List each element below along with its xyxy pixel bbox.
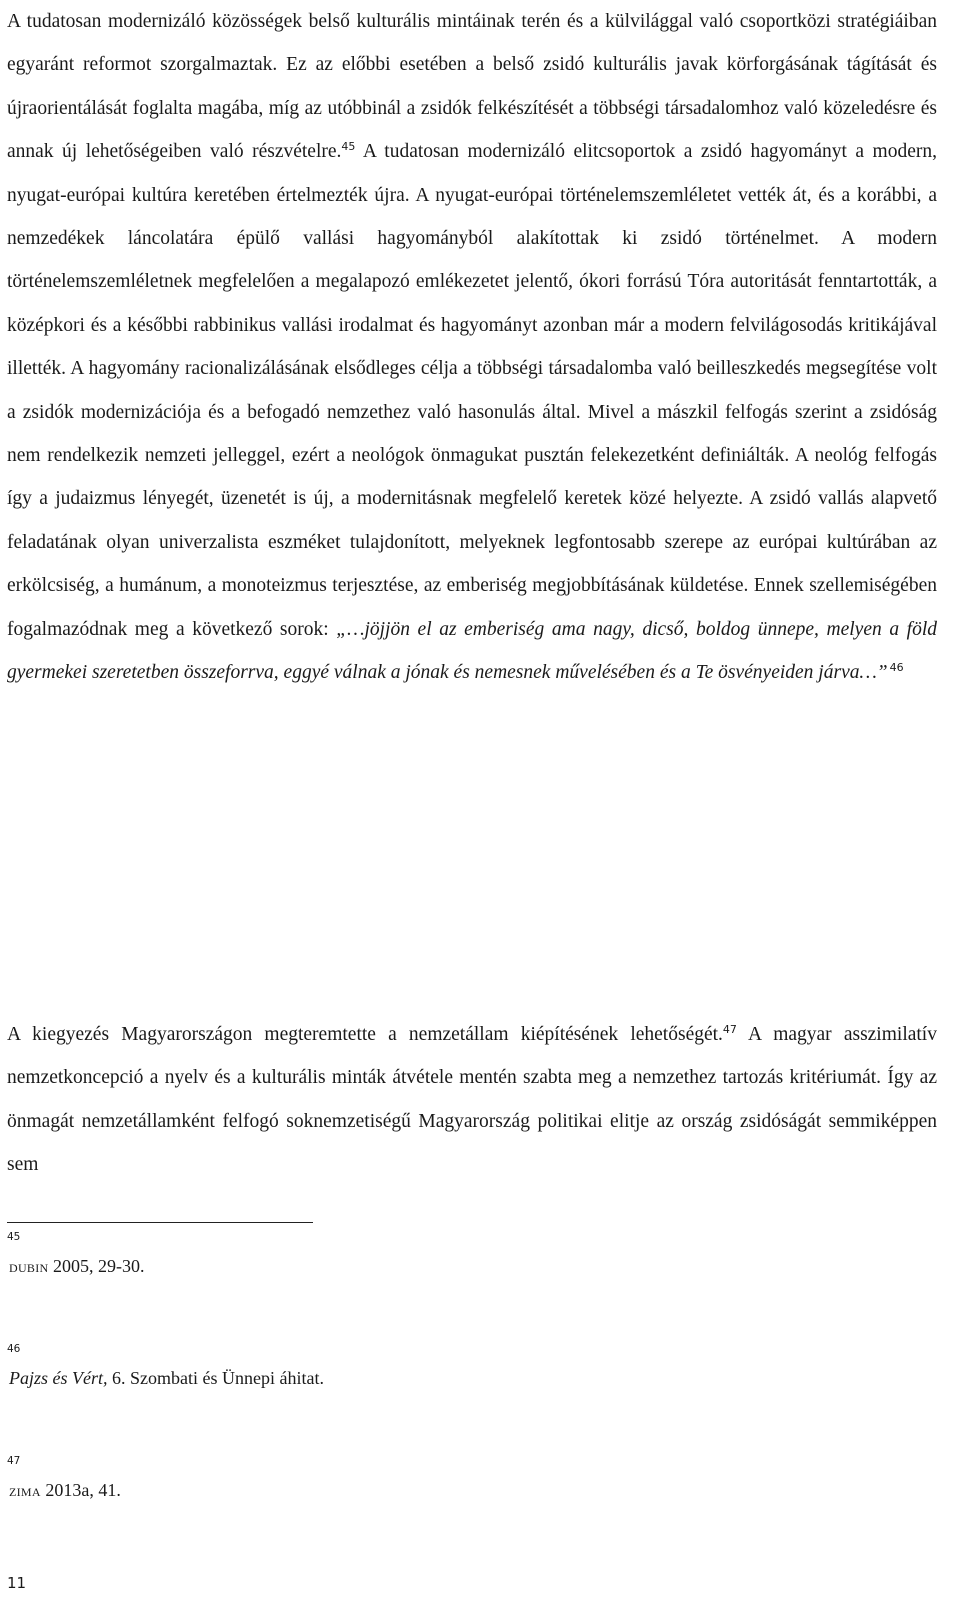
footnote-47-author: ZIMA <box>9 1485 41 1499</box>
footnote-45-text <box>9 1256 145 1277</box>
footnote-46-title: Pajzs és Vért, <box>9 1368 108 1388</box>
footnote-47-rest: 2013a, 41. <box>40 1480 121 1500</box>
footnote-45-number: 45 <box>7 1231 21 1243</box>
paragraph-2 <box>7 1013 937 1187</box>
footnote-separator <box>7 1222 313 1223</box>
footnote-47-number: 47 <box>7 1455 21 1467</box>
footnote-ref-47[interactable]: 47 <box>722 1023 737 1036</box>
quote: „…jöjjön el az emberiség ama nagy, dicső, boldog ünnepe, melyen a föld gyermekei szeretetben összeforrva, eggyé válnak a jónak és nemesnek művelésében és a Te ösvényeiden járva…” <box>7 618 938 684</box>
footnote-ref-45[interactable]: 45 <box>341 140 356 154</box>
footnote-ref-46[interactable]: 46 <box>889 661 904 675</box>
paragraph-1-text-b: A tudatosan modernizáló elitcsoportok a zsidó hagyományt a modern, nyugat-európai kultúra keretében értelmezték újra. A nyugat-európai történelemszemléletet vették át, és a korábbi, a nemzedékek láncolatára épülő vallási hagyományból alakítottak ki zsidó történelmet. A modern történelemszemléletnek megfelelően a megalapozó emlékezetet jelentő, ókori forrású Tóra autoritását fenntartották, a középkori és a későbbi rabbinikus vallási irodalmat és hagyományt azonban már a modern felvilágosodás kritikájával illették. A hagyomány racionalizálásának elsődleges célja a többségi társadalomba való beilleszkedés megsegítése volt a zsidók modernizációja és a befogadó nemzethez való hasonulás által. Mivel a mászkil felfogás szerint a zsidóság nem rendelkezik nemzeti jelleggel, ezért a neológok önmagukat pusztán felekezetként definiálták. A neológ felfogás így a judaizmus lényegét, üzenetét is új, a modernitásnak megfelelő keretek közé helyezte. A zsidó vallás alapvető feladatának olyan univerzalista eszméket tulajdonított, melyeknek legfontosabb szerepe az európai kultúrában az erkölcsiség, a humánum, a monoteizmus terjesztése, az emberiség megjobbításának küldetése. Ennek szellemiségében fogalmazódnak meg a következő sorok: <box>7 141 937 640</box>
footnote-45-author: DUBIN <box>9 1261 49 1275</box>
page-number: 11 <box>7 1574 27 1592</box>
footnote-46-number: 46 <box>7 1343 21 1355</box>
paragraph-2-text-a: A kiegyezés Magyarországon megteremtette a nemzetállam kiépítésének lehetőségét. <box>7 1024 723 1045</box>
paragraph-1 <box>7 0 937 695</box>
footnote-47-text <box>9 1480 121 1501</box>
footnote-46-rest: 6. Szombati és Ünnepi áhitat. <box>107 1368 324 1388</box>
paragraph-2-text-b: A magyar asszimilatív nemzetkoncepció a nyelv és a kulturális minták átvétele mentén szabta meg a nemzethez tartozás kritériumát. Így az önmagát nemzetállamként felfogó soknemzetiségű Magyarország politikai elitje az ország zsidóságát semmiképpen sem <box>7 1024 937 1176</box>
paragraph-1-text-a: A tudatosan modernizáló közösségek belső kulturális mintáinak terén és a külvilággal való csoportközi stratégiáiban egyaránt reformot szorgalmaztak. Ez az előbbi esetében a belső zsidó kulturális javak körforgásának tágítását és újraorientálását foglalta magába, míg az utóbbinál a zsidók felkészítését a többségi társadalomhoz való közeledésre és annak új lehetőségeiben való részvételre. <box>7 11 937 163</box>
footnote-45-rest: 2005, 29-30. <box>48 1256 145 1276</box>
footnote-46-text <box>9 1368 324 1389</box>
